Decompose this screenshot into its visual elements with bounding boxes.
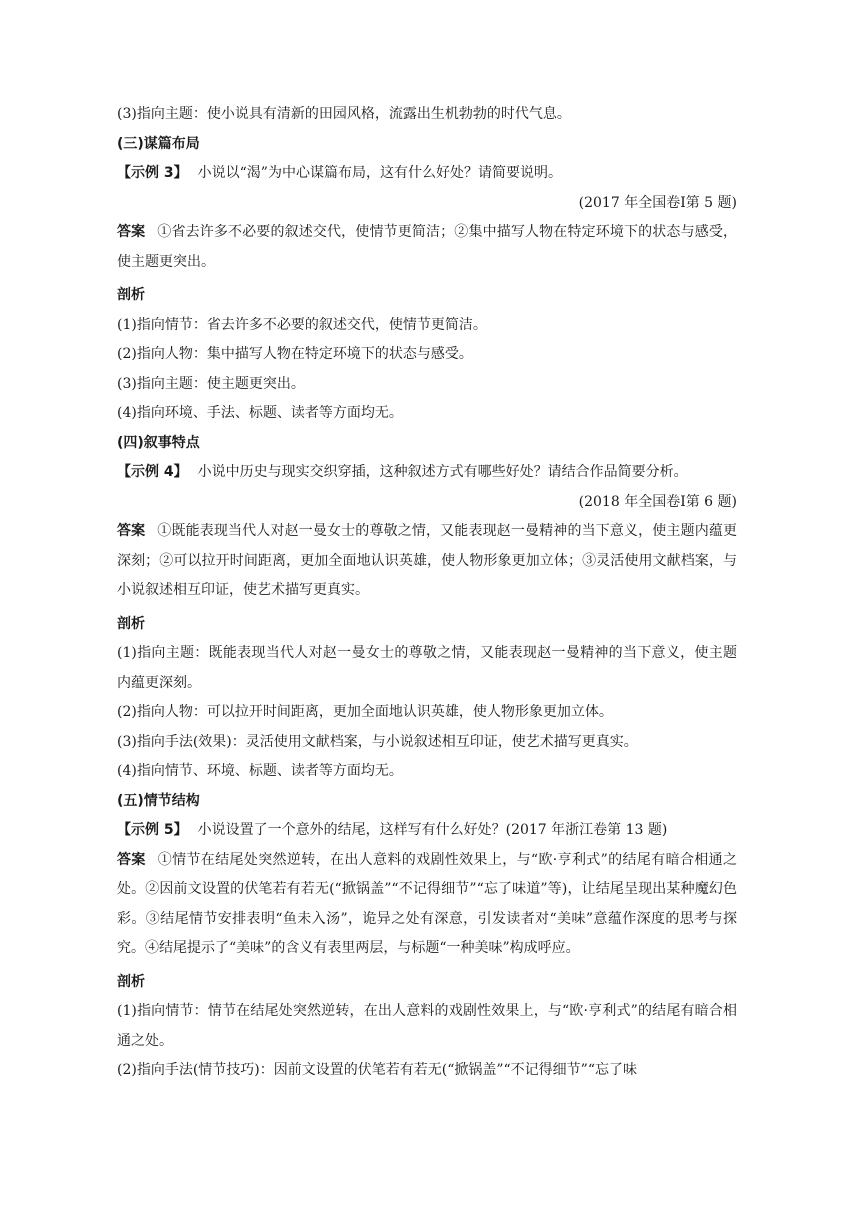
answer-text: ①省去许多不必要的叙述交代，使情节更简洁；②集中描写人物在特定环境下的状态与感受，使主题更突出。 xyxy=(117,224,738,270)
answer-label: 答案 xyxy=(117,224,146,240)
answer-paragraph xyxy=(117,218,737,277)
question-source: (2018 年全国卷Ⅰ第 6 题) xyxy=(578,493,737,510)
analysis-label: 剖析 xyxy=(117,287,145,303)
example-question xyxy=(117,816,737,846)
analysis-item: (1)指向主题：既能表现当代人对赵一曼女士的尊敬之情，又能表现赵一曼精神的当下意义，使主题内蕴更深刻。 xyxy=(117,645,737,691)
example-label: 【示例 5】 xyxy=(117,822,188,838)
example-label: 【示例 4】 xyxy=(117,464,188,480)
section-title: (五)情节结构 xyxy=(117,792,200,809)
question-text: 小说设置了一个意外的结尾，这样写有什么好处？(2017 年浙江卷第 13 题) xyxy=(197,822,668,838)
example-question xyxy=(117,159,737,189)
question-source: (2017 年全国卷Ⅰ第 5 题) xyxy=(578,194,737,211)
answer-paragraph xyxy=(117,846,737,964)
analysis-item: (1)指向情节：情节在结尾处突然逆转，在出人意料的戏剧性效果上，与“欧·亨利式”的结尾有暗合相通之处。 xyxy=(117,1003,737,1049)
analysis-item: (3)指向主题：使主题更突出。 xyxy=(117,375,305,392)
analysis-item: (4)指向情节、环境、标题、读者等方面均无。 xyxy=(117,763,403,779)
analysis-item: (2)指向人物：集中描写人物在特定环境下的状态与感受。 xyxy=(117,346,473,362)
section-title: (四)叙事特点 xyxy=(117,434,200,451)
answer-paragraph xyxy=(117,517,737,606)
answer-text: ①情节在结尾处突然逆转，在出人意料的戏剧性效果上，与“欧·亨利式”的结尾有暗合相通之处。②因前文设置的伏笔若有若无(“掀锅盖”“不记得细节”“忘了味道”等)，让结尾呈现出某种魔幻色彩。③结尾情节安排表明“鱼未入汤”，诡异之处有深意，引发读者对“美味”意蕴作深度的思考与探究。④结尾提示了“美味”的含义有表里两层，与标题“一种美味”构成呼应。 xyxy=(117,851,738,956)
analysis-item: (2)指向人物：可以拉开时间距离，更加全面地认识英雄，使人物形象更加立体。 xyxy=(117,704,613,720)
answer-label: 答案 xyxy=(117,523,146,539)
answer-label: 答案 xyxy=(117,851,146,868)
analysis-label: 剖析 xyxy=(117,615,145,632)
analysis-item: (3)指向主题：使小说具有清新的田园风格，流露出生机勃勃的时代气息。 xyxy=(117,106,571,122)
question-text: 小说中历史与现实交织穿插，这种叙述方式有哪些好处？请结合作品简要分析。 xyxy=(197,464,688,480)
question-text: 小说以“渴”为中心谋篇布局，这有什么好处？请简要说明。 xyxy=(197,165,562,181)
example-question xyxy=(117,458,737,488)
document-page xyxy=(117,100,737,1086)
answer-text: ①既能表现当代人对赵一曼女士的尊敬之情，又能表现赵一曼精神的当下意义，使主题内蕴更深刻；②可以拉开时间距离，更加全面地认识英雄，使人物形象更加立体；③灵活使用文献档案，与小说叙述相互印证，使艺术描写更真实。 xyxy=(117,523,738,598)
analysis-item: (4)指向环境、手法、标题、读者等方面均无。 xyxy=(117,405,403,421)
section-title: (三)谋篇布局 xyxy=(117,135,200,152)
analysis-label: 剖析 xyxy=(117,973,145,990)
example-label: 【示例 3】 xyxy=(117,165,188,181)
analysis-item: (1)指向情节：省去许多不必要的叙述交代，使情节更简洁。 xyxy=(117,316,487,333)
analysis-item: (3)指向手法(效果)：灵活使用文献档案，与小说叙述相互印证，使艺术描写更真实。 xyxy=(117,733,638,750)
analysis-item: (2)指向手法(情节技巧)：因前文设置的伏笔若有若无(“掀锅盖”“不记得细节”“忘了味 xyxy=(117,1062,638,1078)
